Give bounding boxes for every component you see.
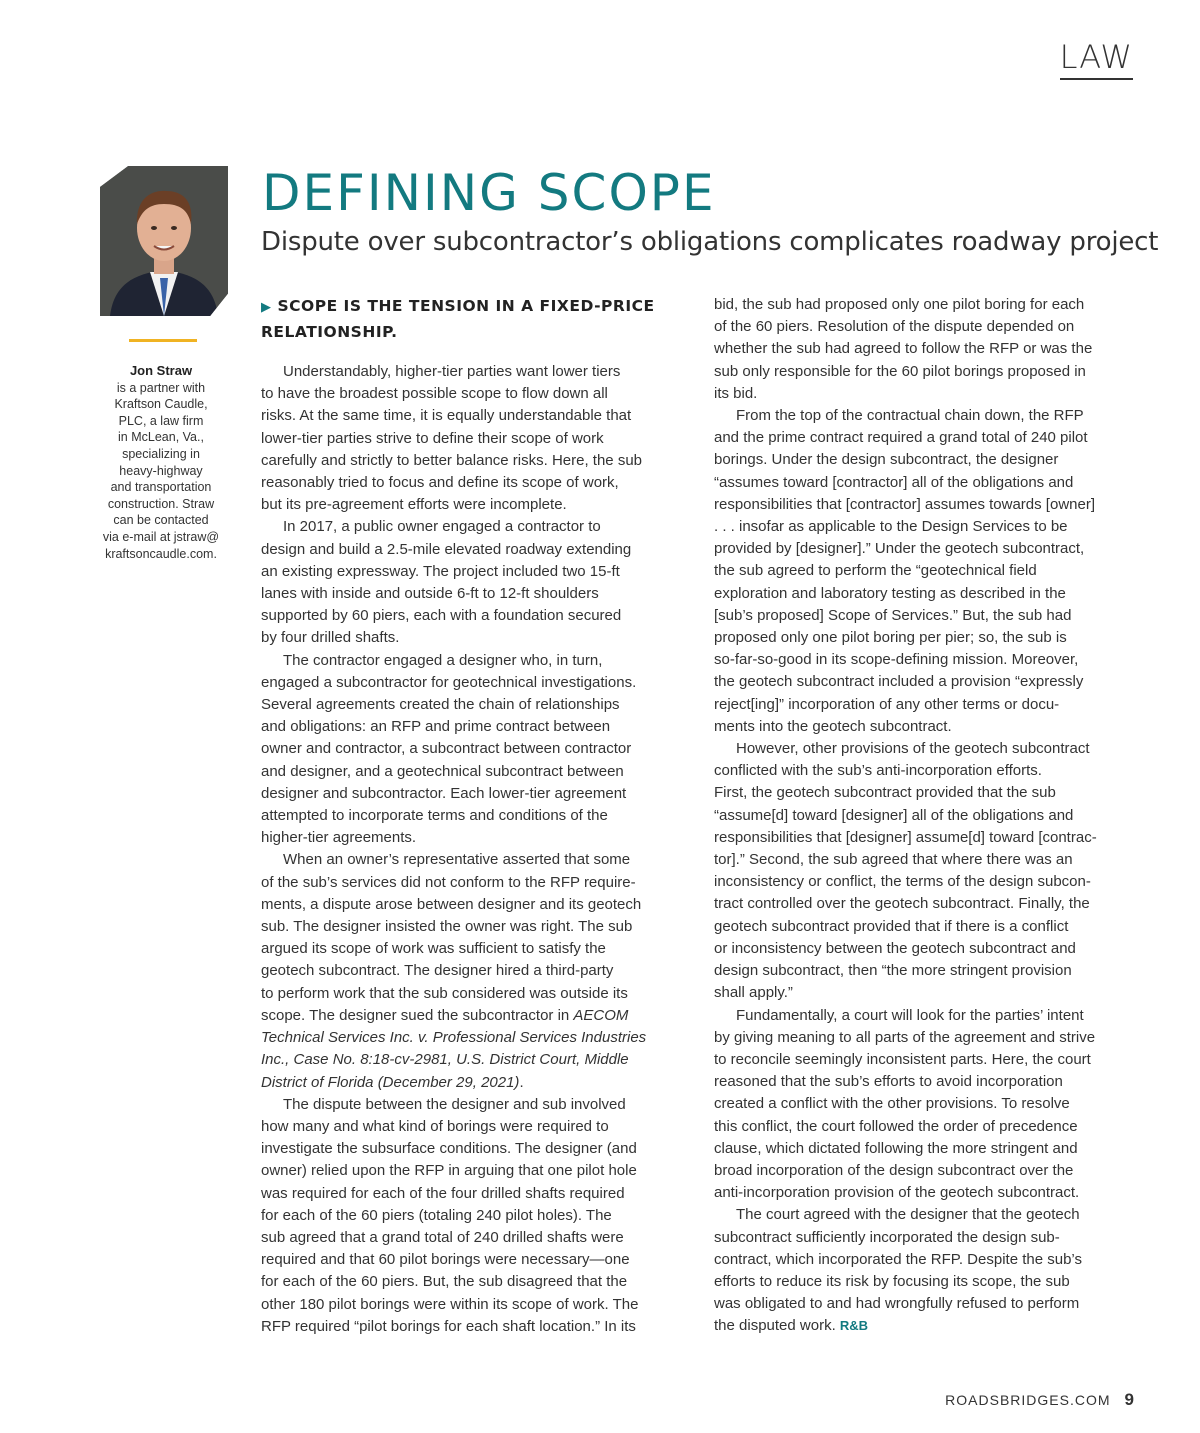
body-line: The dispute between the designer and sub involved — [283, 1095, 626, 1113]
author-divider — [129, 339, 197, 342]
body-line: shall apply.” — [714, 984, 793, 1002]
body-line: subcontract sufficiently incorporated the design sub- — [714, 1228, 1060, 1246]
body-line: efforts to reduce its risk by focusing its scope, the sub — [714, 1272, 1070, 1290]
body-line: scope. The designer sued the subcontractor in AECOM — [261, 1006, 629, 1024]
body-line: borings. Under the design subcontract, the designer — [714, 451, 1059, 469]
body-line: [sub’s proposed] Scope of Services.” But, the sub had — [714, 606, 1072, 624]
body-line: how many and what kind of borings were required to — [261, 1117, 609, 1135]
body-line: The court agreed with the designer that the geotech — [736, 1206, 1080, 1224]
bio-line: via e-mail at jstraw@ — [102, 529, 220, 544]
article-title: DEFINING SCOPE — [262, 164, 716, 222]
body-line: this conflict, the court followed the order of precedence — [714, 1117, 1078, 1135]
bio-line: is a partner with — [116, 380, 206, 395]
bio-line: construction. Straw — [107, 496, 215, 511]
bio-line: can be contacted — [113, 513, 209, 528]
body-line: reasonably tried to focus and define its scope of work, — [261, 474, 619, 492]
body-line: supported by 60 piers, each with a foundation secured — [261, 607, 622, 625]
body-line: argued its scope of work was sufficient to satisfy the — [261, 940, 606, 958]
body-line — [261, 1049, 686, 1071]
body-line: to have the broadest possible scope to flow down all — [261, 385, 608, 403]
body-line: higher-tier agreements. — [261, 829, 417, 847]
body-line: geotech subcontract. The designer hired a third-party — [261, 962, 614, 980]
body-line: bid, the sub had proposed only one pilot boring for each — [714, 296, 1085, 313]
section-label: LAW — [1060, 38, 1133, 80]
body-line: an existing expressway. The project included two 15-ft — [261, 562, 620, 580]
body-line: The contractor engaged a designer who, in turn, — [283, 651, 603, 669]
case-citation: AECOM — [573, 1006, 629, 1024]
body-line: sub only responsible for the 60 pilot borings proposed in — [714, 362, 1086, 380]
body-line: contract, which incorporated the RFP. Despite the sub’s — [714, 1250, 1082, 1268]
bio-line: kraftsoncaudle.com. — [105, 546, 217, 561]
body-line: for each of the 60 piers (totaling 240 pilot holes). The — [261, 1206, 612, 1224]
article-subtitle: Dispute over subcontractor’s obligations complicates roadway project — [261, 227, 1159, 257]
body-line: Understandably, higher-tier parties want lower tiers — [283, 363, 621, 380]
body-line: to reconcile seemingly inconsistent parts. Here, the court — [714, 1050, 1091, 1068]
body-line: other 180 pilot borings were within its scope of work. The — [261, 1295, 639, 1313]
body-line: geotech subcontract provided that if there is a conflict — [714, 917, 1069, 935]
section-subhead — [261, 294, 686, 345]
body-line: whether the sub had agreed to follow the RFP or was the — [714, 340, 1093, 358]
body-line: “assume[d] toward [designer] all of the obligations and — [714, 806, 1074, 824]
body-line: reasoned that the sub’s efforts to avoid incorporation — [714, 1073, 1063, 1091]
body-line: required and that 60 pilot borings were necessary—one — [261, 1251, 630, 1269]
body-line: of the 60 piers. Resolution of the dispute depended on — [714, 318, 1075, 336]
subhead-line: SCOPE IS THE TENSION IN A FIXED-PRICE — [277, 297, 655, 315]
body-line: the disputed work. R&B — [714, 1317, 869, 1335]
case-citation: Inc., Case No. 8:18-cv-2981, U.S. District Court, Middle — [261, 1051, 629, 1069]
bio-line: PLC, a law firm — [118, 413, 204, 428]
body-line: attempted to incorporate terms and conditions of the — [261, 807, 608, 825]
body-line: reject[ing]” incorporation of any other terms or docu- — [714, 695, 1060, 713]
body-line: its bid. — [714, 384, 758, 402]
body-line: inconsistency or conflict, the terms of the design subcon- — [714, 873, 1091, 891]
footer-site: ROADSBRIDGES.COM — [945, 1392, 1111, 1408]
author-bio-text — [96, 380, 226, 563]
body-line — [261, 1027, 686, 1049]
body-line: “assumes toward [contractor] all of the obligations and — [714, 473, 1074, 491]
body-line: proposed only one pilot boring per pier; so, the sub is — [714, 629, 1067, 647]
body-text-right — [714, 294, 1139, 1338]
body-line: conflicted with the sub’s anti-incorporation efforts. — [714, 762, 1042, 780]
end-mark-logo: R&B — [839, 1318, 869, 1334]
body-line: for each of the 60 piers. But, the sub disagreed that the — [261, 1273, 628, 1291]
body-line: lanes with inside and outside 6-ft to 12-ft shoulders — [261, 585, 599, 603]
body-line: design subcontract, then “the more stringent provision — [714, 962, 1072, 980]
body-line: First, the geotech subcontract provided that the sub — [714, 784, 1056, 802]
case-citation: Technical Services Inc. v. Professional Services Industries — [261, 1029, 647, 1047]
body-line: and the prime contract required a grand total of 240 pilot — [714, 429, 1088, 447]
body-line: In 2017, a public owner engaged a contractor to — [283, 518, 601, 536]
body-line: carefully and strictly to better balance risks. Here, the sub — [261, 451, 643, 469]
body-line: but its pre-agreement efforts were incomplete. — [261, 496, 567, 514]
body-line: RFP required “pilot borings for each shaft location.” In its — [261, 1317, 636, 1335]
body-line: and designer, and a geotechnical subcontract between — [261, 762, 624, 780]
body-column-left — [261, 294, 686, 1338]
subhead-line: RELATIONSHIP. — [261, 323, 398, 341]
body-line: the geotech subcontract included a provision “expressly — [714, 673, 1084, 691]
body-line: or inconsistency between the geotech subcontract and — [714, 939, 1076, 957]
bio-line: in McLean, Va., — [118, 430, 204, 445]
body-line: so-far-so-good in its scope-defining mission. Moreover, — [714, 651, 1079, 669]
body-line: was obligated to and had wrongfully refused to perform — [714, 1295, 1080, 1313]
body-line: provided by [designer].” Under the geotech subcontract, — [714, 540, 1085, 558]
bio-line: specializing in — [122, 446, 200, 461]
author-portrait-image — [100, 166, 228, 316]
body-line: anti-incorporation provision of the geotech subcontract. — [714, 1184, 1080, 1202]
body-line: . . . insofar as applicable to the Design Services to be — [714, 518, 1068, 536]
body-line: design and build a 2.5-mile elevated roadway extending — [261, 540, 632, 558]
body-line: exploration and laboratory testing as described in the — [714, 584, 1066, 602]
body-line: ments, a dispute arose between designer and its geotech — [261, 895, 642, 913]
page-number: 9 — [1124, 1390, 1134, 1409]
bio-line: Kraftson Caudle, — [114, 397, 208, 412]
body-line: broad incorporation of the design subcontract over the — [714, 1161, 1074, 1179]
body-line: owner) relied upon the RFP in arguing that one pilot hole — [261, 1162, 637, 1180]
author-photo — [100, 166, 228, 316]
body-line: sub agreed that a grand total of 240 drilled shafts were — [261, 1228, 624, 1246]
body-line: designer and subcontractor. Each lower-tier agreement — [261, 784, 627, 802]
triangle-bullet-icon: ▶ — [261, 300, 272, 315]
case-citation: District of Florida (December 29, 2021) — [261, 1073, 520, 1091]
body-line: by giving meaning to all parts of the agreement and strive — [714, 1028, 1096, 1046]
body-line: responsibilities that [contractor] assumes towards [owner] — [714, 495, 1095, 513]
body-line: to perform work that the sub considered was outside its — [261, 984, 628, 1002]
body-line: responsibilities that [designer] assume[d] toward [contrac- — [714, 828, 1097, 846]
body-line: was required for each of the four drilled shafts required — [261, 1184, 625, 1202]
body-line: Fundamentally, a court will look for the parties’ intent — [736, 1006, 1084, 1024]
body-line: the sub agreed to perform the “geotechnical field — [714, 562, 1037, 580]
body-line: by four drilled shafts. — [261, 629, 400, 647]
body-line: owner and contractor, a subcontract between contractor — [261, 740, 632, 758]
body-line: Several agreements created the chain of relationships — [261, 696, 620, 714]
body-line: risks. At the same time, it is equally understandable that — [261, 407, 632, 425]
body-column-right — [714, 294, 1139, 1338]
bio-line: and transportation — [110, 480, 212, 495]
body-line: ments into the geotech subcontract. — [714, 717, 952, 735]
body-line: tor].” Second, the sub agreed that where there was an — [714, 851, 1073, 869]
body-line: investigate the subsurface conditions. The designer (and — [261, 1140, 637, 1158]
body-line: However, other provisions of the geotech subcontract — [736, 740, 1090, 758]
body-line: of the sub’s services did not conform to the RFP require- — [261, 873, 636, 891]
body-line: created a conflict with the other provisions. To resolve — [714, 1095, 1070, 1113]
body-line: and obligations: an RFP and prime contract between — [261, 718, 611, 736]
body-line: tract controlled over the geotech subcontract. Finally, the — [714, 895, 1090, 913]
body-line: clause, which dictated following the more stringent and — [714, 1139, 1078, 1157]
body-line: engaged a subcontractor for geotechnical investigations. — [261, 673, 637, 691]
body-text-left — [261, 361, 686, 1338]
page-footer — [945, 1390, 1134, 1410]
bio-line: heavy-highway — [119, 463, 203, 478]
body-line: District of Florida (December 29, 2021). — [261, 1073, 524, 1091]
body-line: From the top of the contractual chain down, the RFP — [736, 407, 1084, 425]
body-line: sub. The designer insisted the owner was right. The sub — [261, 918, 633, 936]
body-line: lower-tier parties strive to define their scope of work — [261, 429, 604, 447]
body-line: When an owner’s representative asserted that some — [283, 851, 631, 869]
author-bio — [96, 363, 226, 562]
author-name: Jon Straw — [129, 363, 193, 378]
